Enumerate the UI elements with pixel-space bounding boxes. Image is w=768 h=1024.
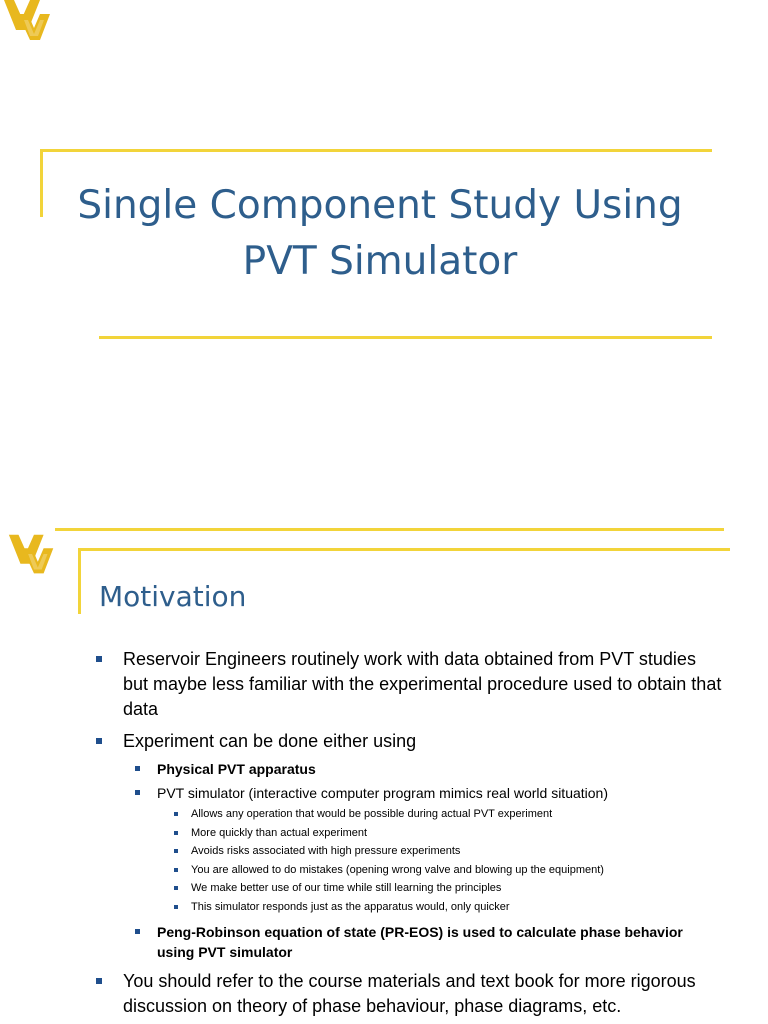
bullet-square-icon xyxy=(135,929,140,934)
bullet-square-icon xyxy=(96,978,102,984)
header-rule-second xyxy=(78,548,730,551)
sub-sub-bullet-item xyxy=(191,842,723,861)
slide-heading: Motivation xyxy=(99,580,247,613)
bullet-item xyxy=(123,729,723,962)
title-bottom-rule xyxy=(99,336,712,339)
slide-title-line-1: Single Component Study Using xyxy=(77,183,683,228)
bullet-square-icon xyxy=(174,812,178,816)
sub-sub-bullet-text: You are allowed to do mistakes (opening wrong valve and blowing up the equipment) xyxy=(191,863,604,876)
sub-sub-bullet-item xyxy=(191,824,723,843)
slide-title-line-2: PVT Simulator xyxy=(242,239,518,284)
bullet-square-icon xyxy=(174,905,178,909)
sub-sub-bullet-list xyxy=(191,805,723,916)
sub-sub-bullet-text: We make better use of our time while still learning the principles xyxy=(191,882,502,894)
sub-sub-bullet-item xyxy=(191,805,723,824)
bullet-list xyxy=(123,647,723,1019)
bullet-square-icon xyxy=(96,738,102,744)
sub-bullet-item xyxy=(157,759,723,779)
bullet-item xyxy=(123,969,723,1019)
motivation-slide xyxy=(0,520,768,1024)
sub-bullet-list xyxy=(157,759,723,962)
bullet-item xyxy=(123,647,723,722)
title-top-rule-horizontal xyxy=(40,149,712,152)
bullet-square-icon xyxy=(135,766,140,771)
wv-logo-icon xyxy=(0,0,58,42)
bullet-square-icon xyxy=(174,886,178,890)
sub-sub-bullet-text: Avoids risks associated with high pressure experiments xyxy=(191,845,461,857)
sub-sub-bullet-text: This simulator responds just as the apparatus would, only quicker xyxy=(191,900,510,913)
bullet-text: Experiment can be done either using xyxy=(123,731,417,751)
sub-sub-bullet-item xyxy=(191,861,723,880)
bullet-text: Reservoir Engineers routinely work with data obtained from PVT studies but maybe less familiar with the experimental procedure used to obtain that data xyxy=(123,649,722,719)
bullet-square-icon xyxy=(174,849,178,853)
bullet-square-icon xyxy=(174,868,178,872)
sub-bullet-text: Physical PVT apparatus xyxy=(157,761,316,777)
bullet-square-icon xyxy=(135,790,140,795)
bullet-content xyxy=(123,647,723,1024)
sub-sub-bullet-text: More quickly than actual experiment xyxy=(191,826,368,839)
bullet-square-icon xyxy=(174,831,178,835)
wv-logo-icon xyxy=(5,534,61,576)
bullet-square-icon xyxy=(96,656,102,662)
slide-title xyxy=(60,178,700,290)
sub-sub-bullet-item xyxy=(191,879,723,898)
sub-bullet-item xyxy=(157,783,723,916)
sub-sub-bullet-text: Allows any operation that would be possible during actual PVT experiment xyxy=(191,808,553,820)
bullet-text: You should refer to the course materials and text book for more rigorous discussion on theory of phase behaviour, phase diagrams, etc. xyxy=(123,971,696,1016)
sub-sub-bullet-item xyxy=(191,898,723,917)
sub-bullet-item xyxy=(157,922,723,962)
sub-bullet-text: Peng-Robinson equation of state (PR-EOS) is used to calculate phase behavior using PVT simulator xyxy=(157,924,683,960)
header-rule-top xyxy=(55,528,724,531)
header-rule-vertical xyxy=(78,548,81,614)
title-top-rule-vertical xyxy=(40,149,43,217)
sub-bullet-text: PVT simulator (interactive computer program mimics real world situation) xyxy=(157,785,608,801)
